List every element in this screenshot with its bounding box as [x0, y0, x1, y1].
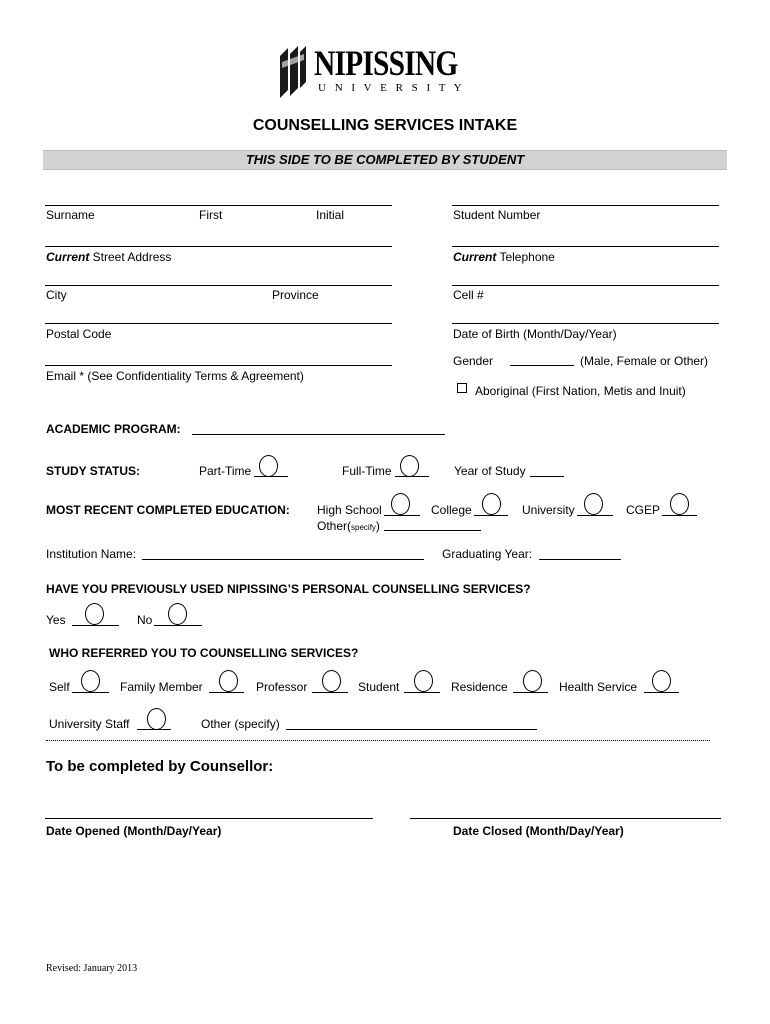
residence-label: Residence: [451, 680, 508, 694]
college-underline: [474, 515, 508, 516]
full-time-radio[interactable]: [400, 455, 419, 477]
family-member-label: Family Member: [120, 680, 203, 694]
referral-other-label: Other (specify): [201, 717, 280, 731]
other-text: Other(: [317, 519, 352, 533]
part-time-label: Part-Time: [199, 464, 252, 478]
city-line[interactable]: [45, 285, 392, 286]
province-label: Province: [272, 288, 319, 302]
no-label: No: [137, 613, 153, 627]
education-other-label: [317, 519, 380, 533]
professor-underline: [312, 692, 348, 693]
university-staff-underline: [137, 729, 171, 730]
student-number-line[interactable]: [452, 205, 719, 206]
self-label: Self: [49, 680, 70, 694]
academic-program-label: ACADEMIC PROGRAM:: [46, 422, 181, 436]
family-member-underline: [209, 692, 244, 693]
student-number-label: Student Number: [453, 208, 541, 222]
logo-subtitle: U N I V E R S I T Y: [318, 82, 465, 94]
referral-question: WHO REFERRED YOU TO COUNSELLING SERVICES?: [49, 646, 359, 660]
dob-line[interactable]: [452, 323, 719, 324]
street-address-label: [46, 250, 171, 264]
telephone-label: [453, 250, 555, 264]
current-emphasis-2: Current: [453, 250, 497, 264]
initial-label: Initial: [316, 208, 345, 222]
student-section-banner: [43, 150, 727, 170]
telephone-text: Telephone: [496, 250, 555, 264]
university-label: University: [522, 503, 575, 517]
gender-options: (Male, Female or Other): [580, 354, 709, 368]
institution-name-line[interactable]: [142, 559, 424, 560]
surname-label: Surname: [46, 208, 95, 222]
aboriginal-label: Aboriginal (First Nation, Metis and Inuit): [475, 384, 686, 398]
specify-text: specify: [351, 523, 376, 532]
revised-date: Revised: January 2013: [46, 963, 138, 974]
graduating-year-label: Graduating Year:: [442, 547, 533, 561]
no-radio[interactable]: [168, 603, 187, 625]
health-service-radio[interactable]: [652, 670, 671, 692]
date-opened-label: Date Opened (Month/Day/Year): [46, 824, 222, 838]
part-time-radio[interactable]: [259, 455, 278, 477]
first-label: First: [199, 208, 223, 222]
street-address-text: Street Address: [89, 250, 172, 264]
date-closed-label: Date Closed (Month/Day/Year): [453, 824, 624, 838]
university-staff-label: University Staff: [49, 717, 130, 731]
professor-label: Professor: [256, 680, 308, 694]
previous-use-question: HAVE YOU PREVIOUSLY USED NIPISSING’S PERSONAL COUNSELLING SERVICES?: [46, 582, 531, 596]
high-school-underline: [384, 515, 420, 516]
cell-line[interactable]: [452, 285, 719, 286]
postal-code-line[interactable]: [45, 323, 392, 324]
student-underline: [404, 692, 440, 693]
full-time-label: Full-Time: [342, 464, 392, 478]
yes-radio[interactable]: [85, 603, 104, 625]
university-underline: [577, 515, 613, 516]
surname-line[interactable]: [45, 205, 392, 206]
nipissing-logo: [278, 42, 478, 100]
professor-radio[interactable]: [322, 670, 341, 692]
institution-name-label: Institution Name:: [46, 547, 137, 561]
high-school-label: High School: [317, 503, 382, 517]
cgep-radio[interactable]: [670, 493, 689, 515]
other-close: ): [375, 519, 380, 533]
self-underline: [72, 692, 109, 693]
email-label: Email * (See Confidentiality Terms & Agreement): [46, 369, 304, 383]
study-status-label: STUDY STATUS:: [46, 464, 141, 478]
family-member-radio[interactable]: [219, 670, 238, 692]
city-label: City: [46, 288, 67, 302]
banner-text: THIS SIDE TO BE COMPLETED BY STUDENT: [245, 152, 525, 167]
part-time-underline: [254, 476, 288, 477]
year-of-study-line[interactable]: [530, 476, 564, 477]
high-school-radio[interactable]: [391, 493, 410, 515]
graduating-year-line[interactable]: [539, 559, 621, 560]
residence-underline: [513, 692, 548, 693]
self-radio[interactable]: [81, 670, 100, 692]
academic-program-line[interactable]: [192, 434, 445, 435]
education-other-line[interactable]: [384, 530, 481, 531]
gender-label: Gender: [453, 354, 494, 368]
page-title: COUNSELLING SERVICES INTAKE: [252, 117, 518, 134]
email-line[interactable]: [45, 365, 392, 366]
college-radio[interactable]: [482, 493, 501, 515]
residence-radio[interactable]: [523, 670, 542, 692]
yes-underline: [72, 625, 119, 626]
postal-code-label: Postal Code: [46, 327, 112, 341]
student-label: Student: [358, 680, 400, 694]
full-time-underline: [395, 476, 429, 477]
no-underline: [154, 625, 202, 626]
health-service-underline: [644, 692, 679, 693]
university-staff-radio[interactable]: [147, 708, 166, 730]
cell-label: Cell #: [453, 288, 484, 302]
counsellor-heading: To be completed by Counsellor:: [46, 758, 274, 775]
year-of-study-label: Year of Study: [454, 464, 526, 478]
date-opened-line[interactable]: [45, 818, 373, 819]
street-address-line[interactable]: [45, 246, 392, 247]
telephone-line[interactable]: [452, 246, 719, 247]
dob-label: Date of Birth (Month/Day/Year): [453, 327, 617, 341]
cgep-underline: [662, 515, 697, 516]
aboriginal-checkbox[interactable]: [457, 383, 467, 393]
current-emphasis: Current: [46, 250, 90, 264]
cgep-label: CGEP: [626, 503, 661, 517]
student-radio[interactable]: [414, 670, 433, 692]
gender-line[interactable]: [510, 365, 574, 366]
yes-label: Yes: [46, 613, 66, 627]
education-label: MOST RECENT COMPLETED EDUCATION:: [46, 503, 290, 517]
section-divider: [46, 740, 710, 741]
referral-other-line[interactable]: [286, 729, 537, 730]
health-service-label: Health Service: [559, 680, 638, 694]
university-radio[interactable]: [584, 493, 603, 515]
logo-name: NIPISSING: [314, 43, 458, 83]
date-closed-line[interactable]: [410, 818, 721, 819]
college-label: College: [431, 503, 472, 517]
